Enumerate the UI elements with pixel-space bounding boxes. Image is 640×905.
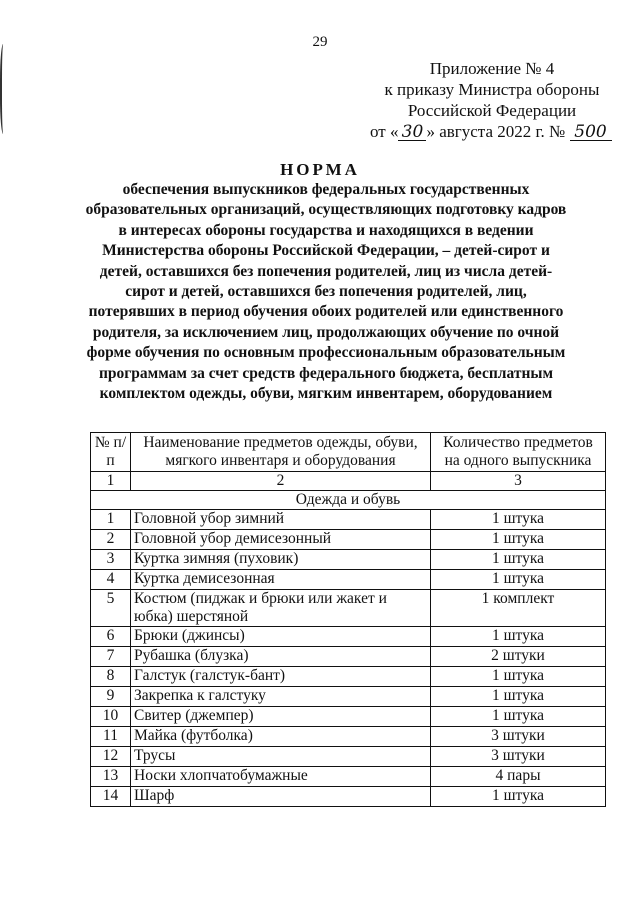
header-item-name: Наименование предметов одежды, обуви, мягкого инвентаря и оборудования — [131, 433, 431, 472]
row-quantity: 1 штука — [431, 550, 606, 570]
date-prefix: от « — [370, 122, 399, 141]
row-item-name: Свитер (джемпер) — [131, 707, 431, 727]
handwritten-order-number: 500 — [570, 124, 612, 141]
table-row — [91, 510, 606, 530]
row-item-name: Куртка зимняя (пуховик) — [131, 550, 431, 570]
row-number: 9 — [91, 687, 131, 707]
row-quantity: 1 штука — [431, 667, 606, 687]
table-row — [91, 707, 606, 727]
table-row — [91, 767, 606, 787]
table-row — [91, 550, 606, 570]
row-quantity: 1 штука — [431, 510, 606, 530]
header-number: № п/п — [91, 433, 131, 472]
row-item-name: Головной убор зимний — [131, 510, 431, 530]
section-title: Одежда и обувь — [91, 491, 606, 510]
column-number: 2 — [131, 472, 431, 491]
row-item-name: Головной убор демисезонный — [131, 530, 431, 550]
row-item-name: Галстук (галстук-бант) — [131, 667, 431, 687]
document-title: НОРМА — [280, 160, 360, 179]
row-quantity: 1 штука — [431, 787, 606, 807]
row-quantity: 1 штука — [431, 627, 606, 647]
table-row — [91, 570, 606, 590]
table-row — [91, 590, 606, 627]
row-number: 11 — [91, 727, 131, 747]
row-number: 1 — [91, 510, 131, 530]
row-quantity: 3 штуки — [431, 727, 606, 747]
row-item-name: Майка (футболка) — [131, 727, 431, 747]
table-row — [91, 747, 606, 767]
column-number: 1 — [91, 472, 131, 491]
row-item-name: Рубашка (блузка) — [131, 647, 431, 667]
document-subtitle: обеспечения выпускников федеральных государственных образовательных организаций, осуществляющих подготовку кадров в интересах обороны государства и находящихся в ведении Министерства обороны Российской Федерации, – детей-сирот и детей, оставшихся без попечения родителей, лиц из числа детей-сирот и детей, оставшихся без попечения родителей, лиц, потерявших в период обучения обоих родителей или единственного родителя, за исключением лиц, продолжающих обучение по очной форме обучения по основным профессиональным образовательным программам за счет средств федерального бюджета, бесплатным комплектом одежды, обуви, мягким инвентарем, оборудованием — [85, 181, 567, 403]
row-number: 10 — [91, 707, 131, 727]
row-number: 8 — [91, 667, 131, 687]
row-number: 5 — [91, 590, 131, 627]
appendix-line-1: Приложение № 4 — [429, 59, 555, 78]
row-quantity: 4 пары — [431, 767, 606, 787]
row-item-name: Трусы — [131, 747, 431, 767]
row-item-name: Шарф — [131, 787, 431, 807]
row-number: 6 — [91, 627, 131, 647]
table-header-row — [91, 433, 606, 472]
row-quantity: 2 штуки — [431, 647, 606, 667]
table-row — [91, 647, 606, 667]
row-number: 4 — [91, 570, 131, 590]
row-number: 3 — [91, 550, 131, 570]
row-item-name: Костюм (пиджак и брюки или жакет и юбка) шерстяной — [131, 590, 431, 627]
table-row — [91, 787, 606, 807]
appendix-header — [372, 58, 612, 142]
row-number: 2 — [91, 530, 131, 550]
row-quantity: 1 штука — [431, 707, 606, 727]
row-number: 14 — [91, 787, 131, 807]
row-item-name: Закрепка к галстуку — [131, 687, 431, 707]
row-number: 13 — [91, 767, 131, 787]
table-body — [91, 510, 606, 807]
section-row — [91, 491, 606, 510]
row-item-name: Куртка демисезонная — [131, 570, 431, 590]
appendix-line-3: Российской Федерации — [407, 101, 577, 120]
appendix-date-line — [370, 121, 612, 142]
row-quantity: 3 штуки — [431, 747, 606, 767]
row-quantity: 1 комплект — [431, 590, 606, 627]
column-number-row — [91, 472, 606, 491]
header-quantity: Количество предметов на одного выпускника — [431, 433, 606, 472]
row-quantity: 1 штука — [431, 570, 606, 590]
table-row — [91, 667, 606, 687]
norm-table — [90, 432, 606, 807]
column-number: 3 — [431, 472, 606, 491]
row-quantity: 1 штука — [431, 530, 606, 550]
row-item-name: Брюки (джинсы) — [131, 627, 431, 647]
handwritten-day: 30 — [398, 124, 426, 141]
row-number: 7 — [91, 647, 131, 667]
row-quantity: 1 штука — [431, 687, 606, 707]
binding-edge-mark — [0, 44, 8, 134]
table-row — [91, 687, 606, 707]
row-number: 12 — [91, 747, 131, 767]
row-item-name: Носки хлопчатобумажные — [131, 767, 431, 787]
table-row — [91, 627, 606, 647]
appendix-line-2: к приказу Министра обороны — [384, 80, 600, 99]
date-middle: » августа 2022 г. № — [426, 122, 566, 141]
table-row — [91, 530, 606, 550]
page-number: 29 — [312, 34, 328, 50]
table-row — [91, 727, 606, 747]
